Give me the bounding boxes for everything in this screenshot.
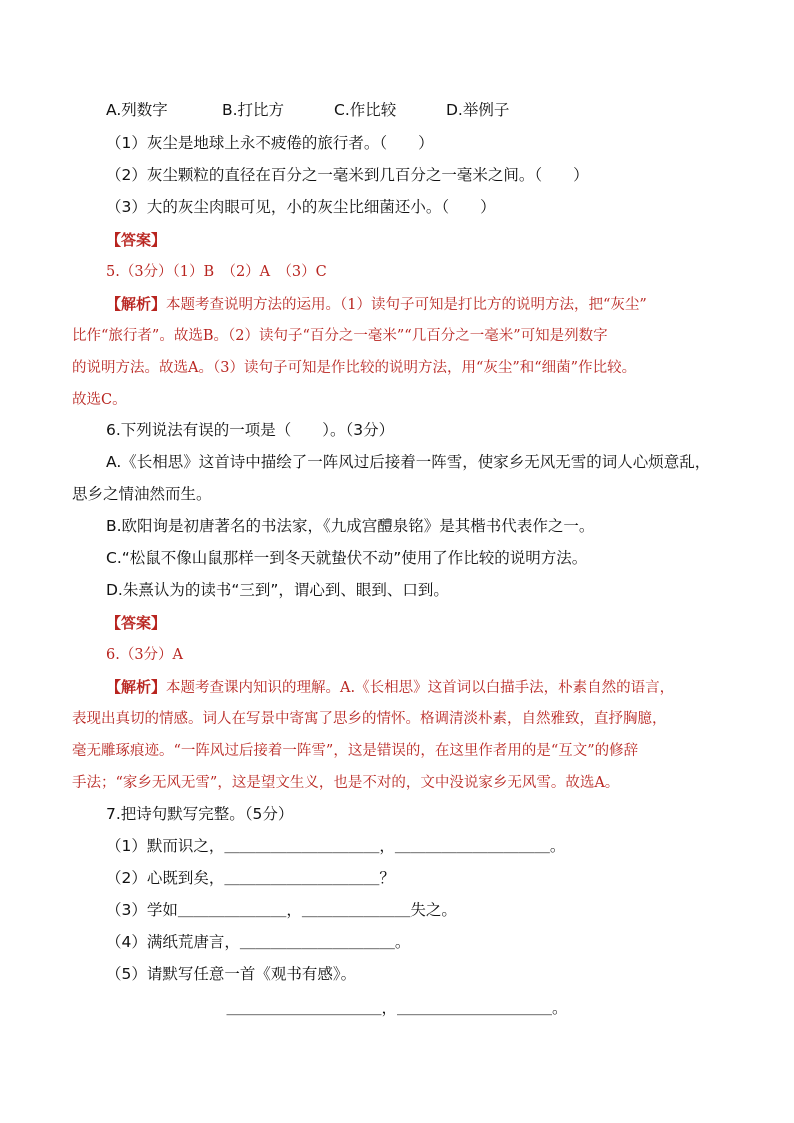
q6-option-d: D.朱熹认为的读书“三到”，谓心到、眼到、口到。: [106, 581, 449, 599]
q5-answer-tag: 【答案】: [106, 231, 167, 249]
q6-analysis-line-4: 手法；“家乡无风无雪”，这是望文生义，也是不对的，文中没说家乡无风雪。故选A。: [72, 775, 620, 791]
q7-stem: 7.把诗句默写完整。（5分）: [106, 805, 294, 823]
q5-analysis-line-3: 的说明方法。故选A。（3）读句子可知是作比较的说明方法，用“灰尘”和“细菌”作比较。: [72, 360, 637, 376]
q6-analysis-text-1: 本题考查课内知识的理解。A.《长相思》这首词以白描手法，朴素自然的语言，: [166, 680, 675, 696]
q6-analysis-line-3: 毫无雕琢痕迹。“一阵风过后接着一阵雪”，这是错误的，在这里作者用的是“互文”的修辞: [72, 743, 639, 759]
q5-analysis-line-1: [106, 294, 647, 315]
q6-option-a: A.《长相思》这首诗中描绘了一阵风过后接着一阵雪，使家乡无风无雪的词人心烦意乱，: [106, 453, 711, 471]
q5-item-1: （1）灰尘是地球上永不疲倦的旅行者。（ ）: [106, 134, 434, 152]
q7-item-2: （2）心既到矣，＿＿＿＿＿＿＿＿＿＿？: [106, 869, 395, 887]
q5-item-3: （3）大的灰尘肉眼可见，小的灰尘比细菌还小。（ ）: [106, 198, 496, 216]
q5-analysis-text-1: 本题考查说明方法的运用。（1）读句子可知是打比方的说明方法，把“灰尘”: [166, 297, 647, 313]
q6-option-c: C.“松鼠不像山鼠那样一到冬天就蛰伏不动”使用了作比较的说明方法。: [106, 549, 588, 567]
q6-analysis-line-1: [106, 677, 674, 698]
q5-item-2: （2）灰尘颗粒的直径在百分之一毫米到几百分之一毫米之间。（ ）: [106, 166, 589, 184]
q5-options: [106, 100, 509, 120]
q6-stem: 6.下列说法有误的一项是（ ）。（3分）: [106, 421, 395, 439]
q5-option-d: D.举例子: [446, 101, 510, 119]
q6-answer-tag: 【答案】: [106, 614, 167, 632]
q5-analysis-tag: 【解析】: [106, 295, 167, 313]
q6-analysis-line-2: 表现出真切的情感。词人在写景中寄寓了思乡的情怀。格调清淡朴素，自然雅致，直抒胸臆，: [72, 711, 667, 727]
q7-answer-blank-line: ＿＿＿＿＿＿＿＿＿＿，＿＿＿＿＿＿＿＿＿＿。: [226, 999, 568, 1017]
q5-option-a: A.列数字: [106, 101, 168, 119]
q7-item-3: （3）学如＿＿＿＿＿＿＿，＿＿＿＿＿＿＿失之。: [106, 901, 457, 919]
q5-analysis-line-2: 比作“旅行者”。故选B。（2）读句子“百分之一毫米”“几百分之一毫米”可知是列数字: [72, 328, 608, 344]
q5-analysis-line-4: 故选C。: [72, 392, 127, 408]
q6-answer: 6.（3分）A: [106, 647, 184, 663]
q6-analysis-tag: 【解析】: [106, 678, 167, 696]
q6-option-b: B.欧阳询是初唐著名的书法家，《九成宫醴泉铭》是其楷书代表作之一。: [106, 517, 595, 535]
q7-item-4: （4）满纸荒唐言，＿＿＿＿＿＿＿＿＿＿。: [106, 933, 411, 951]
q5-option-c: C.作比较: [334, 101, 397, 119]
q7-item-5: （5）请默写任意一首《观书有感》。: [106, 965, 357, 983]
q6-option-a-cont: 思乡之情油然而生。: [72, 485, 212, 503]
q5-answer: 5.（3分）（1）B （2）A （3）C: [106, 264, 327, 280]
q5-option-b: B.打比方: [222, 101, 285, 119]
q7-item-1: （1）默而识之，＿＿＿＿＿＿＿＿＿＿，＿＿＿＿＿＿＿＿＿＿。: [106, 837, 566, 855]
